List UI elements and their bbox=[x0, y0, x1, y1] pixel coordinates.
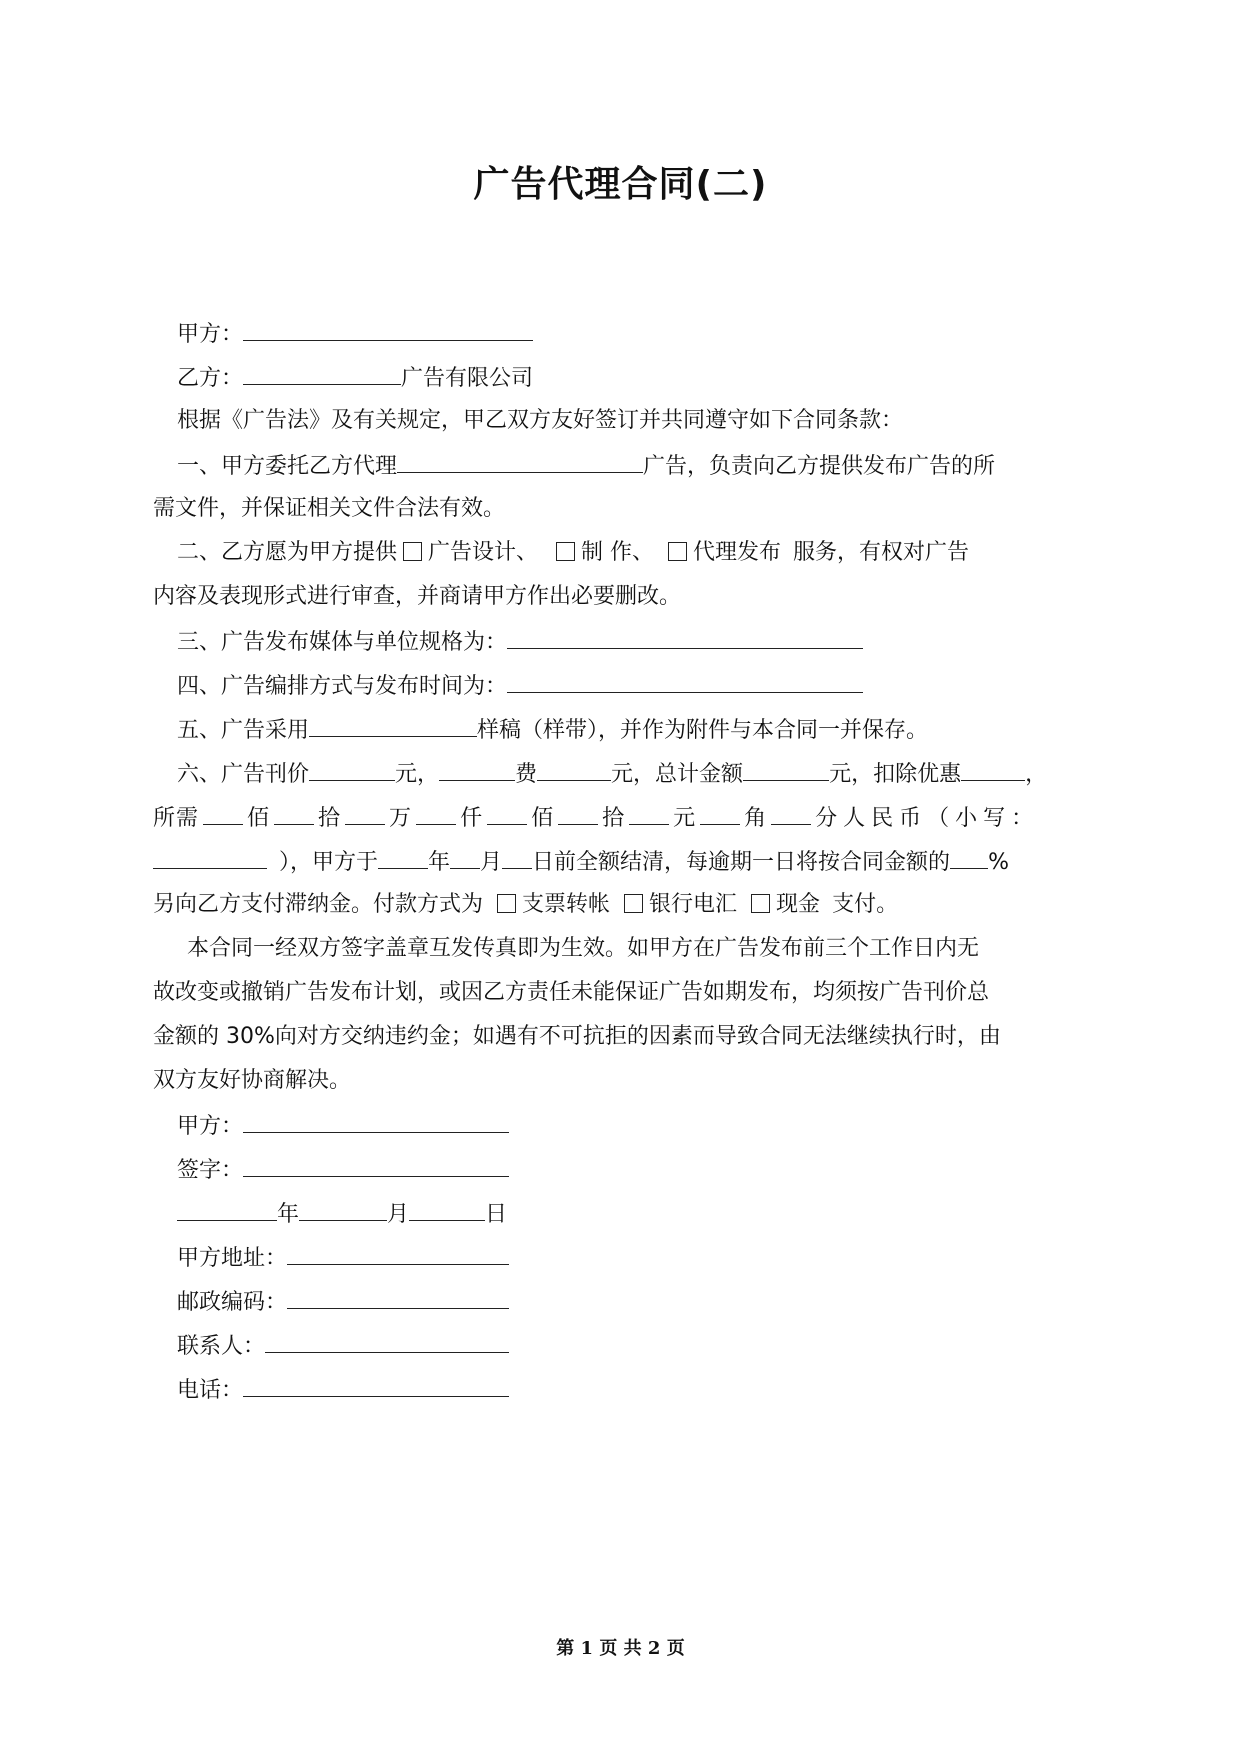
clause-7-line-3: 金额的 30%向对方交纳违约金；如遇有不可抗拒的因素而导致合同无法继续执行时，由 bbox=[153, 1024, 1001, 1049]
late-fee-rate-blank[interactable] bbox=[950, 846, 988, 869]
total-page-number: 2 bbox=[647, 1638, 661, 1659]
clause-6-line-3: ），甲方于 年 月 日前全额结清，每逾期一日将按合同金额的 % bbox=[153, 846, 1009, 878]
clause-1-line-2: 需文件，并保证相关文件合法有效。 bbox=[153, 496, 506, 521]
discount-blank[interactable] bbox=[961, 758, 1025, 781]
amount-blank-2[interactable] bbox=[274, 802, 314, 825]
party-a-blank[interactable] bbox=[243, 318, 533, 341]
clause-7-line-2: 故改变或撤销广告发布计划，或因乙方责任未能保证广告如期发布，均须按广告刊价总 bbox=[153, 980, 990, 1005]
sign-postcode-line: 邮政编码： bbox=[177, 1286, 509, 1318]
clause-2-line-2: 内容及表现形式进行审查，并商请甲方作出必要删改。 bbox=[153, 584, 682, 609]
amount-blank-7[interactable] bbox=[629, 802, 669, 825]
price-blank[interactable] bbox=[309, 758, 395, 781]
amount-blank-4[interactable] bbox=[416, 802, 456, 825]
party-b-blank[interactable] bbox=[243, 362, 401, 385]
clause-3-line: 三、广告发布媒体与单位规格为： bbox=[177, 626, 863, 658]
amount-blank-9[interactable] bbox=[771, 802, 811, 825]
amount-blank-1[interactable] bbox=[203, 802, 243, 825]
clause-6-line-2: 所需 佰 拾 万 仟 佰 拾 元 角 分人民币（小写： bbox=[153, 802, 1039, 834]
clause-2-line-1: 二、乙方愿为甲方提供 广告设计、 制 作、 代理发布 服务，有权对广告 bbox=[177, 540, 970, 565]
checkbox-agency-publish[interactable] bbox=[668, 542, 687, 561]
clause-1-blank[interactable] bbox=[397, 450, 643, 473]
fee-blank[interactable] bbox=[537, 758, 611, 781]
checkbox-cheque-transfer[interactable] bbox=[497, 894, 516, 913]
sign-month-blank[interactable] bbox=[299, 1198, 387, 1221]
amount-blank-5[interactable] bbox=[487, 802, 527, 825]
amount-lowercase-blank[interactable] bbox=[153, 846, 267, 869]
party-a-line: 甲方： bbox=[177, 318, 533, 350]
fee-type-blank[interactable] bbox=[439, 758, 515, 781]
signature-blank[interactable] bbox=[243, 1154, 509, 1177]
current-page-number: 1 bbox=[580, 1638, 594, 1659]
sign-contact-line: 联系人： bbox=[177, 1330, 509, 1362]
pay-day-blank[interactable] bbox=[502, 846, 532, 869]
clause-7-line-4: 双方友好协商解决。 bbox=[153, 1068, 352, 1093]
checkbox-ad-design[interactable] bbox=[403, 542, 422, 561]
sign-phone-line: 电话： bbox=[177, 1374, 509, 1406]
sign-party-a-blank[interactable] bbox=[243, 1110, 509, 1133]
pay-month-blank[interactable] bbox=[450, 846, 480, 869]
pay-year-blank[interactable] bbox=[378, 846, 428, 869]
phone-blank[interactable] bbox=[243, 1374, 509, 1397]
clause-3-blank[interactable] bbox=[507, 626, 863, 649]
total-blank[interactable] bbox=[743, 758, 829, 781]
contact-blank[interactable] bbox=[265, 1330, 509, 1353]
sign-address-line: 甲方地址： bbox=[177, 1242, 509, 1274]
clause-4-line: 四、广告编排方式与发布时间为： bbox=[177, 670, 863, 702]
page-footer: 第 1 页 共 2 页 bbox=[556, 1638, 685, 1659]
amount-blank-3[interactable] bbox=[345, 802, 385, 825]
party-b-line: 乙方： 广告有限公司 bbox=[177, 362, 533, 394]
clause-1-line-1: 一、甲方委托乙方代理 广告，负责向乙方提供发布广告的所 bbox=[177, 450, 995, 482]
clause-7-line-1: 本合同一经双方签字盖章互发传真即为生效。如甲方在广告发布前三个工作日内无 bbox=[187, 936, 980, 961]
sign-party-a-line: 甲方： bbox=[177, 1110, 509, 1142]
document-title: 广告代理合同(二) bbox=[473, 164, 768, 205]
clause-5-line: 五、广告采用 样稿（样带），并作为附件与本合同一并保存。 bbox=[177, 714, 928, 746]
address-blank[interactable] bbox=[287, 1242, 509, 1265]
postcode-blank[interactable] bbox=[287, 1286, 509, 1309]
clause-5-blank[interactable] bbox=[309, 714, 477, 737]
sign-day-blank[interactable] bbox=[409, 1198, 485, 1221]
checkbox-production[interactable] bbox=[556, 542, 575, 561]
sign-date-line: 年 月 日 bbox=[177, 1198, 507, 1230]
sign-year-blank[interactable] bbox=[177, 1198, 277, 1221]
sign-signature-line: 签字： bbox=[177, 1154, 509, 1186]
clause-6-line-4: 另向乙方支付滞纳金。付款方式为 支票转帐 银行电汇 现金 支付。 bbox=[153, 892, 899, 917]
intro-line: 根据《广告法》及有关规定，甲乙双方友好签订并共同遵守如下合同条款： bbox=[177, 408, 904, 433]
amount-blank-6[interactable] bbox=[558, 802, 598, 825]
amount-blank-8[interactable] bbox=[700, 802, 740, 825]
checkbox-cash[interactable] bbox=[751, 894, 770, 913]
checkbox-bank-wire[interactable] bbox=[624, 894, 643, 913]
clause-4-blank[interactable] bbox=[507, 670, 863, 693]
clause-6-line-1: 六、广告刊价 元， 费 元，总计金额 元，扣除优惠 ， bbox=[177, 758, 1047, 790]
